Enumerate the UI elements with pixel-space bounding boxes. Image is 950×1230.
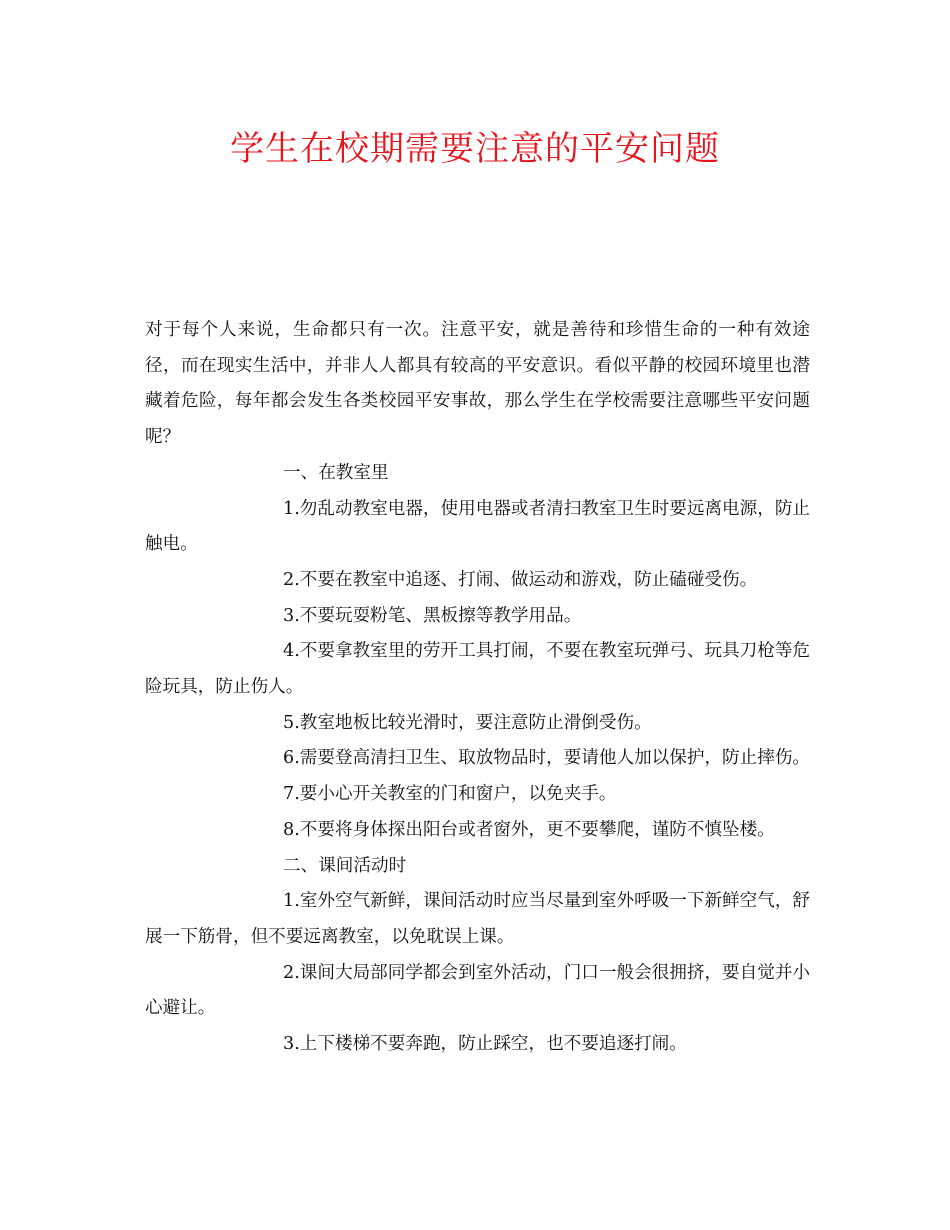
classroom-rule-3: 3.不要玩耍粉笔、黑板擦等教学用品。 bbox=[283, 605, 582, 626]
break-rule-3: 3.上下楼梯不要奔跑，防止踩空，也不要追逐打闹。 bbox=[283, 1034, 687, 1055]
classroom-rule-1: 1.勿乱动教室电器，使用电器或者清扫教室卫生时要远离电源，防止触电。 bbox=[145, 498, 811, 555]
section-heading-classroom: 一、在教室里 bbox=[283, 462, 389, 483]
intro-paragraph: 对于每个人来说，生命都只有一次。注意平安，就是善待和珍惜生命的一种有效途径，而在现实生活中，并非人人都具有较高的平安意识。看似平静的校园环境里也潜藏着危险，每年都会发生各类校园平安事故，那么学生在学校需要注意哪些平安问题呢？ bbox=[145, 320, 810, 448]
document-body bbox=[145, 313, 810, 1063]
classroom-rule-6: 6.需要登高清扫卫生、取放物品时，要请他人加以保护，防止摔伤。 bbox=[283, 748, 811, 769]
document-title: 学生在校期需要注意的平安问题 bbox=[230, 129, 720, 169]
section-heading-break-activities: 二、课间活动时 bbox=[283, 855, 407, 876]
classroom-rule-4: 4.不要拿教室里的劳开工具打闹，不要在教室玩弹弓、玩具刀枪等危险玩具，防止伤人。 bbox=[145, 641, 811, 698]
classroom-rule-5: 5.教室地板比较光滑时，要注意防止滑倒受伤。 bbox=[283, 712, 652, 733]
break-rule-1: 1.室外空气新鲜，课间活动时应当尽量到室外呼吸一下新鲜空气，舒展一下筋骨，但不要远离教室，以免耽误上课。 bbox=[145, 891, 811, 947]
classroom-rule-7: 7.要小心开关教室的门和窗户，以免夹手。 bbox=[283, 784, 617, 805]
classroom-rule-2: 2.不要在教室中追逐、打闹、做运动和游戏，防止磕碰受伤。 bbox=[283, 569, 758, 590]
classroom-rule-8: 8.不要将身体探出阳台或者窗外，更不要攀爬，谨防不慎坠楼。 bbox=[283, 819, 775, 840]
break-rule-2: 2.课间大局部同学都会到室外活动，门口一般会很拥挤，要自觉并小心避让。 bbox=[145, 962, 811, 1019]
